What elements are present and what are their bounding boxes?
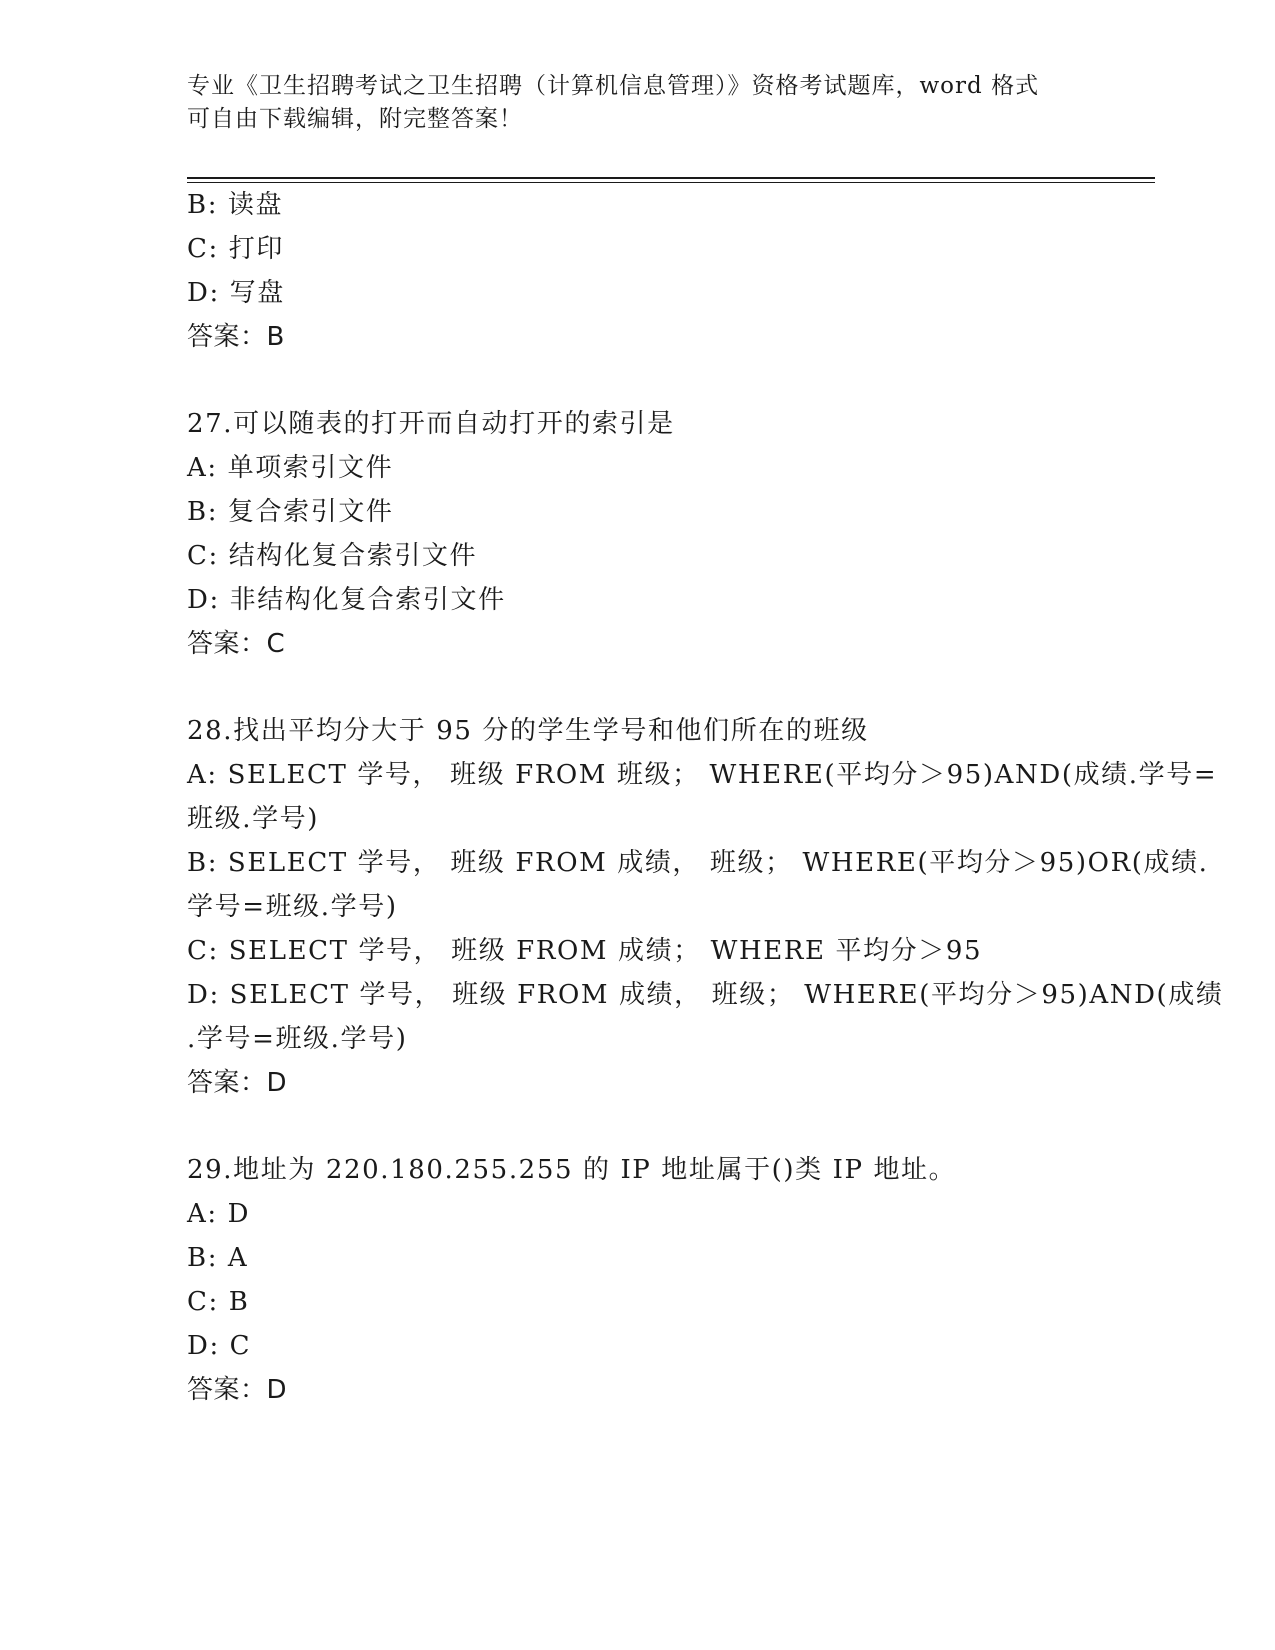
option-d: D: 写盘 [187,278,285,308]
question-stem-29: 29.地址为 220.180.255.255 的 IP 地址属于()类 IP 地址。 [187,1155,957,1185]
question-stem-28: 28.找出平均分大于 95 分的学生学号和他们所在的班级 [187,716,869,746]
option-c: C: 结构化复合索引文件 [187,541,478,571]
option-c: C: SELECT 学号， 班级 FROM 成绩； WHERE 平均分＞95 [187,936,983,966]
option-d-continued: .学号=班级.学号) [187,1024,408,1054]
answer-line: 答案：D [187,1375,288,1405]
page-header [187,70,1087,136]
option-a-continued: 班级.学号) [187,804,320,834]
header-rule-thick [187,177,1155,179]
question-stem-27: 27.可以随表的打开而自动打开的索引是 [187,409,675,439]
option-b: B: SELECT 学号， 班级 FROM 成绩， 班级； WHERE(平均分＞95)OR(成绩. [187,848,1209,878]
option-b-continued: 学号=班级.学号) [187,892,398,922]
option-b: B: 复合索引文件 [187,497,394,527]
header-line-1: 专业《卫生招聘考试之卫生招聘（计算机信息管理）》资格考试题库，word 格式 [187,73,1040,99]
option-b: B: 读盘 [187,190,284,220]
option-d: D: C [187,1331,252,1361]
answer-line: 答案：D [187,1068,288,1098]
option-a: A: SELECT 学号， 班级 FROM 班级； WHERE(平均分＞95)AND(成绩.学号= [187,760,1218,790]
answer-line: 答案：B [187,322,285,352]
option-b: B: A [187,1243,249,1273]
header-rule-thin [187,182,1155,183]
option-c: C: 打印 [187,234,284,264]
answer-line: 答案：C [187,629,286,659]
option-a: A: 单项索引文件 [187,453,394,483]
option-d: D: 非结构化复合索引文件 [187,585,506,615]
header-line-2: 可自由下载编辑，附完整答案！ [187,106,523,132]
option-d: D: SELECT 学号， 班级 FROM 成绩， 班级； WHERE(平均分＞95)AND(成绩 [187,980,1224,1010]
option-a: A: D [187,1199,251,1229]
option-c: C: B [187,1287,250,1317]
